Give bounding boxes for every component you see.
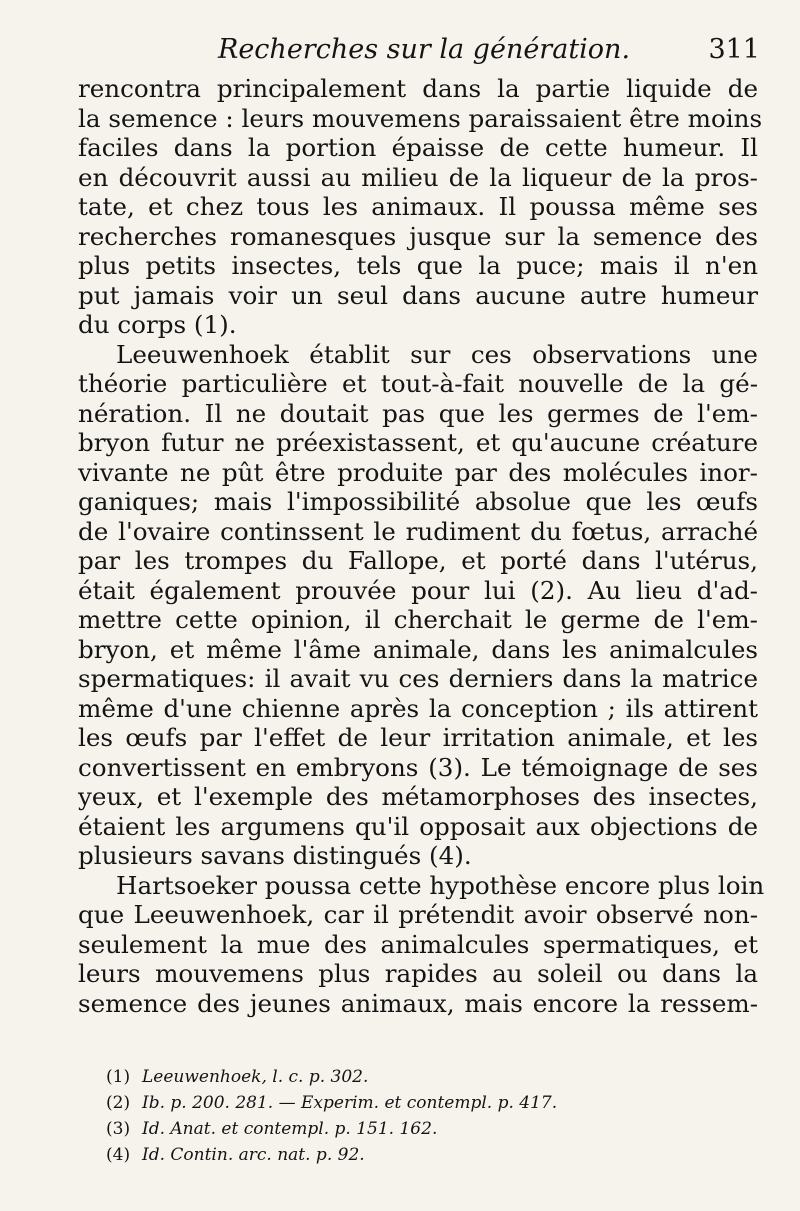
text-line: recherches romanesques jusque sur la semence des: [78, 221, 758, 251]
text-line: bryon futur ne préexistassent, et qu'aucune créature: [78, 428, 758, 457]
text-line: ganiques; mais l'impossibilité absolue que les œufs: [78, 487, 758, 516]
page-header: [200, 34, 760, 74]
text-line: Hartsoeker poussa cette hypothèse encore plus loin: [116, 870, 765, 900]
footnote-mark: (1): [106, 1067, 131, 1087]
footnote-text: Ib. p. 200. 281. — Experim. et contempl. p. 417.: [142, 1093, 558, 1113]
text-line: bryon, et même l'âme animale, dans les animalcules: [78, 634, 758, 664]
text-line: mettre cette opinion, il cherchait le germe de l'em-: [78, 605, 758, 634]
text-line: de l'ovaire continssent le rudiment du fœtus, arraché: [78, 516, 758, 546]
footnote-text: Id. Anat. et contempl. p. 151. 162.: [142, 1119, 438, 1139]
footnotes: [106, 1064, 626, 1168]
text-line: faciles dans la portion épaisse de cette humeur. Il: [78, 133, 758, 162]
text-line: put jamais voir un seul dans aucune autre humeur: [78, 280, 758, 310]
text-line: spermatiques: il avait vu ces derniers dans la matrice: [78, 664, 758, 693]
text-line: que Leeuwenhoek, car il prétendit avoir observé non-: [78, 900, 758, 929]
text-line: plus petits insectes, tels que la puce; mais il n'en: [78, 251, 758, 280]
text-line: vivante ne pût être produite par des molécules inor-: [78, 457, 758, 487]
text-line: yeux, et l'exemple des métamorphoses des insectes,: [78, 782, 758, 811]
text-line: convertissent en embryons (3). Le témoignage de ses: [78, 752, 758, 782]
footnote-mark: (2): [106, 1093, 131, 1113]
text-line: plusieurs savans distingués (4).: [78, 841, 472, 870]
text-line: rencontra principalement dans la partie liquide de: [78, 74, 758, 103]
text-line: par les trompes du Fallope, et porté dans l'utérus,: [78, 546, 758, 575]
text-line: même d'une chienne après la conception ; ils attirent: [78, 693, 758, 723]
running-title: Recherches sur la génération.: [218, 34, 631, 65]
text-line: tate, et chez tous les animaux. Il poussa même ses: [78, 192, 758, 221]
text-line: la semence : leurs mouvemens paraissaient être moins: [78, 103, 763, 133]
footnote-mark: (3): [106, 1119, 131, 1139]
footnote-text: Id. Contin. arc. nat. p. 92.: [142, 1145, 365, 1165]
footnote-text: Leeuwenhoek, l. c. p. 302.: [142, 1067, 369, 1087]
text-line: Leeuwenhoek établit sur ces observations une: [116, 339, 758, 369]
text-line: du corps (1).: [78, 310, 237, 339]
page-number: 311: [708, 34, 760, 65]
text-line: leurs mouvemens plus rapides au soleil ou dans la: [78, 959, 758, 988]
text-line: en découvrit aussi au milieu de la liqueur de la pros-: [78, 162, 758, 192]
text-line: semence des jeunes animaux, mais encore la ressem-: [78, 988, 758, 1018]
text-line: seulement la mue des animalcules spermatiques, et: [78, 929, 758, 959]
body-text: [78, 74, 765, 1018]
footnote: [106, 1064, 626, 1090]
footnote: [106, 1142, 626, 1168]
text-line: les œufs par l'effet de leur irritation animale, et les: [78, 723, 758, 752]
footnote: [106, 1116, 626, 1142]
footnote: [106, 1090, 626, 1116]
text-line: était également prouvée pour lui (2). Au lieu d'ad-: [78, 575, 758, 605]
text-line: théorie particulière et tout-à-fait nouvelle de la gé-: [78, 369, 758, 398]
text-line: étaient les argumens qu'il opposait aux objections de: [78, 811, 758, 841]
footnote-mark: (4): [106, 1145, 131, 1165]
text-line: nération. Il ne doutait pas que les germes de l'em-: [78, 398, 758, 428]
